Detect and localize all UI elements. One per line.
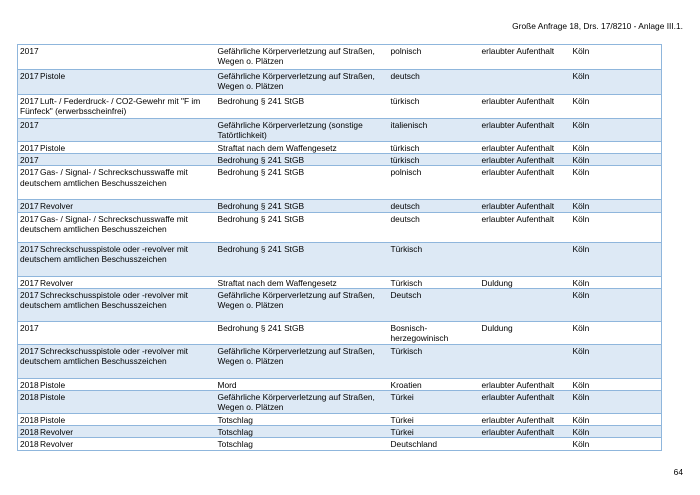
year-cell: 2017 [20,143,39,153]
status-cell: erlaubter Aufenthalt [480,119,571,142]
table-row [18,45,662,70]
incident-table [17,44,662,451]
status-cell: erlaubter Aufenthalt [480,200,571,212]
city-cell: Köln [571,276,662,288]
table-row [18,154,662,166]
city-cell: Köln [571,426,662,438]
nationality-cell: türkisch [389,154,480,166]
weapon-cell [18,438,216,450]
weapon-cell [18,276,216,288]
city-cell: Köln [571,154,662,166]
city-cell: Köln [571,321,662,344]
status-cell: erlaubter Aufenthalt [480,45,571,70]
city-cell: Köln [571,45,662,70]
nationality-cell: Türkisch [389,242,480,276]
weapon-text: Revolver [40,439,74,450]
weapon-cell [18,200,216,212]
status-cell: Duldung [480,276,571,288]
weapon-cell [18,45,216,70]
nationality-cell: deutsch [389,200,480,212]
offense-cell: Mord [216,378,389,390]
weapon-cell [18,70,216,95]
status-cell: erlaubter Aufenthalt [480,212,571,242]
city-cell: Köln [571,95,662,119]
page-number: 64 [673,467,683,477]
offense-cell: Straftat nach dem Waffengesetz [216,142,389,154]
weapon-text: Pistole [40,392,66,403]
city-cell: Köln [571,378,662,390]
nationality-cell: Türkei [389,414,480,426]
year-cell: 2018 [20,392,39,403]
city-cell: Köln [571,200,662,212]
nationality-cell: Bosnisch-herzegowinisch [389,321,480,344]
offense-cell: Gefährliche Körperverletzung (sonstige Tatörtlichkeit) [216,119,389,142]
city-cell: Köln [571,70,662,95]
table-row [18,242,662,276]
weapon-text: Pistole [40,379,66,390]
table-row [18,438,662,450]
nationality-cell: polnisch [389,45,480,70]
city-cell: Köln [571,414,662,426]
year-cell: 2018 [20,415,39,426]
status-cell [480,70,571,95]
nationality-cell: italienisch [389,119,480,142]
status-cell: erlaubter Aufenthalt [480,142,571,154]
table-row [18,321,662,344]
status-cell: erlaubter Aufenthalt [480,391,571,414]
weapon-cell [18,154,216,166]
weapon-text: Revolver [40,277,74,288]
year-cell: 2018 [20,379,39,390]
table-row [18,95,662,119]
nationality-cell: türkisch [389,95,480,119]
offense-cell: Bedrohung § 241 StGB [216,95,389,119]
year-cell: 2017 [20,46,39,56]
weapon-text: Pistole [40,71,66,81]
table-row [18,426,662,438]
weapon-cell [18,242,216,276]
year-cell: 2017 [20,213,39,224]
table-row [18,166,662,200]
table-row [18,142,662,154]
city-cell: Köln [571,166,662,200]
status-cell: erlaubter Aufenthalt [480,414,571,426]
city-cell: Köln [571,288,662,321]
status-cell [480,288,571,321]
status-cell: erlaubter Aufenthalt [480,95,571,119]
offense-cell: Bedrohung § 241 StGB [216,321,389,344]
offense-cell: Bedrohung § 241 StGB [216,166,389,200]
weapon-text: Revolver [40,427,74,438]
year-cell: 2018 [20,427,39,438]
weapon-text: Schreckschusspistole oder -revolver mit deutschem amtlichen Beschusszeichen [20,289,189,311]
offense-cell: Bedrohung § 241 StGB [216,212,389,242]
offense-cell: Gefährliche Körperverletzung auf Straßen, Wegen o. Plätzen [216,391,389,414]
weapon-cell [18,391,216,414]
year-cell: 2017 [20,322,39,333]
nationality-cell: Türkisch [389,276,480,288]
offense-cell: Totschlag [216,426,389,438]
document-header: Große Anfrage 18, Drs. 17/8210 - Anlage III.1. [512,21,683,31]
weapon-cell [18,166,216,200]
weapon-text: Schreckschusspistole oder -revolver mit deutschem amtlichen Beschusszeichen [20,243,189,264]
table-row [18,414,662,426]
table-row [18,70,662,95]
weapon-cell [18,212,216,242]
status-cell: erlaubter Aufenthalt [480,154,571,166]
year-cell: 2017 [20,289,39,300]
city-cell: Köln [571,212,662,242]
table-row [18,276,662,288]
status-cell: erlaubter Aufenthalt [480,426,571,438]
weapon-text: Gas- / Signal- / Schreckschusswaffe mit deutschem amtlichen Beschusszeichen [20,213,188,234]
weapon-cell [18,378,216,390]
status-cell [480,344,571,378]
table-row [18,119,662,142]
nationality-cell: Deutsch [389,288,480,321]
offense-cell: Gefährliche Körperverletzung auf Straßen, Wegen o. Plätzen [216,45,389,70]
offense-cell: Totschlag [216,414,389,426]
nationality-cell: Kroatien [389,378,480,390]
weapon-cell [18,414,216,426]
year-cell: 2017 [20,167,39,178]
nationality-cell: deutsch [389,212,480,242]
nationality-cell: Deutschland [389,438,480,450]
table-row [18,344,662,378]
offense-cell: Gefährliche Körperverletzung auf Straßen, Wegen o. Plätzen [216,288,389,321]
year-cell: 2017 [20,120,39,130]
weapon-cell [18,426,216,438]
city-cell: Köln [571,344,662,378]
table-row [18,288,662,321]
year-cell: 2018 [20,439,39,450]
year-cell: 2017 [20,277,39,288]
year-cell: 2017 [20,201,39,212]
table-row [18,391,662,414]
city-cell: Köln [571,438,662,450]
nationality-cell: Türkei [389,391,480,414]
year-cell: 2017 [20,345,39,356]
year-cell: 2017 [20,96,39,106]
weapon-text: Revolver [40,201,74,212]
weapon-cell [18,142,216,154]
nationality-cell: Türkei [389,426,480,438]
offense-cell: Bedrohung § 241 StGB [216,200,389,212]
weapon-text: Pistole [40,143,66,153]
weapon-cell [18,321,216,344]
offense-cell: Straftat nach dem Waffengesetz [216,276,389,288]
offense-cell: Gefährliche Körperverletzung auf Straßen, Wegen o. Plätzen [216,344,389,378]
table-row [18,378,662,390]
year-cell: 2017 [20,155,39,166]
weapon-cell [18,119,216,142]
year-cell: 2017 [20,243,39,254]
nationality-cell: türkisch [389,142,480,154]
table-row [18,200,662,212]
weapon-cell [18,288,216,321]
weapon-text: Luft- / Federdruck- / CO2-Gewehr mit "F im Fünfeck" (erwerbsscheinfrei) [20,96,201,117]
weapon-cell [18,95,216,119]
nationality-cell: deutsch [389,70,480,95]
offense-cell: Totschlag [216,438,389,450]
weapon-text: Schreckschusspistole oder -revolver mit deutschem amtlichen Beschusszeichen [20,345,189,367]
offense-cell: Bedrohung § 241 StGB [216,242,389,276]
status-cell [480,438,571,450]
offense-cell: Bedrohung § 241 StGB [216,154,389,166]
status-cell [480,242,571,276]
status-cell: erlaubter Aufenthalt [480,166,571,200]
year-cell: 2017 [20,71,39,81]
nationality-cell: Türkisch [389,344,480,378]
nationality-cell: polnisch [389,166,480,200]
offense-cell: Gefährliche Körperverletzung auf Straßen, Wegen o. Plätzen [216,70,389,95]
status-cell: Duldung [480,321,571,344]
city-cell: Köln [571,142,662,154]
weapon-text: Gas- / Signal- / Schreckschusswaffe mit deutschem amtlichen Beschusszeichen [20,167,188,188]
city-cell: Köln [571,119,662,142]
table-row [18,212,662,242]
status-cell: erlaubter Aufenthalt [480,378,571,390]
weapon-text: Pistole [40,415,66,426]
weapon-cell [18,344,216,378]
city-cell: Köln [571,242,662,276]
city-cell: Köln [571,391,662,414]
